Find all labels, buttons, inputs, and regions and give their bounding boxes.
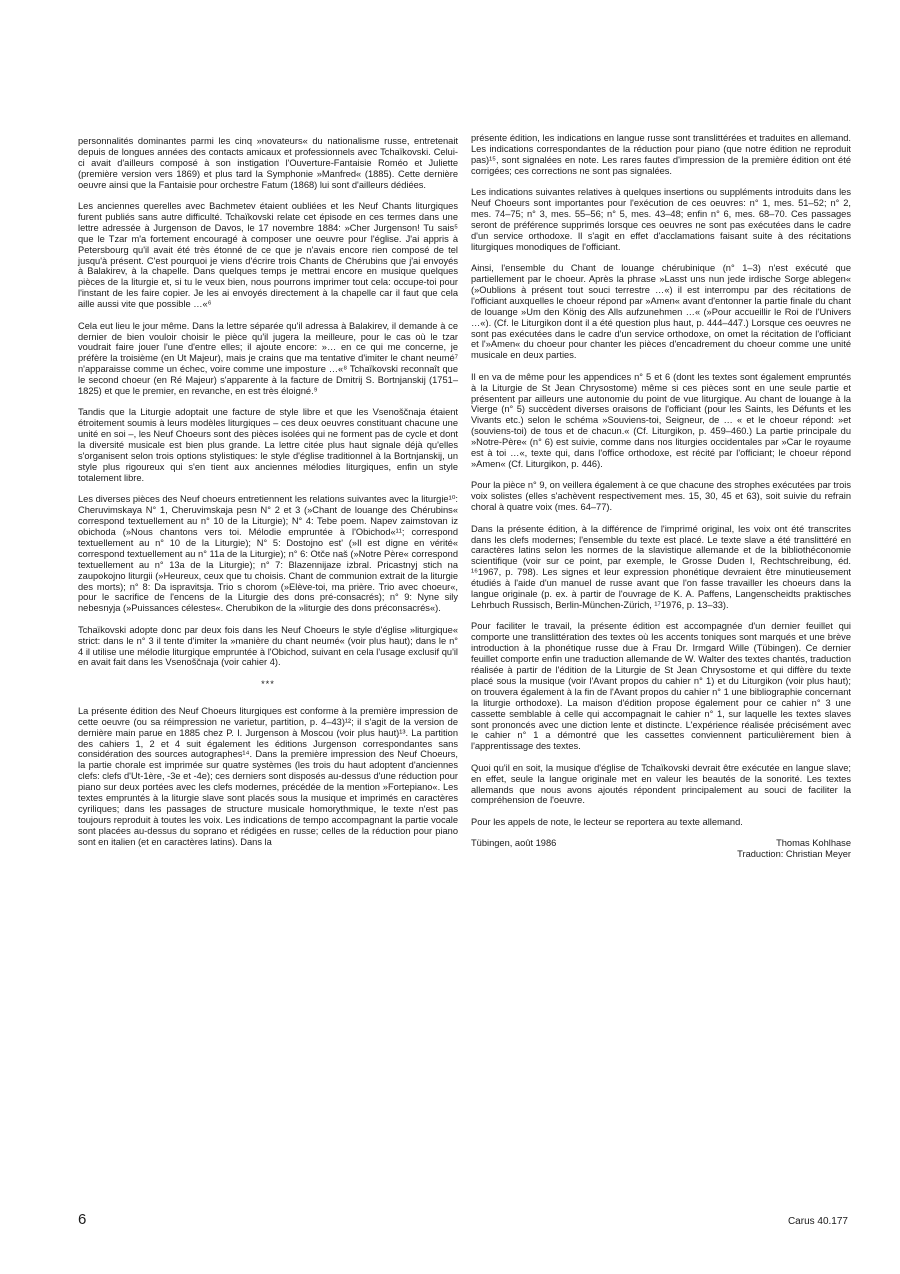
place-date: Tübingen, août 1986 xyxy=(471,838,557,849)
signature-block xyxy=(471,838,851,860)
catalog-reference: Carus 40.177 xyxy=(787,1216,848,1227)
paragraph: Quoi qu'il en soit, la musique d'église de Tchaïkovski devrait être exécutée en langue slave; en effet, seule la langue originale met en valeur les beautés de la sonorité. Les textes allemands que nous avons ajoutés répondent principalement au souci de faciliter la compréhension de l'oeuvre. xyxy=(471,762,851,806)
paragraph: Dans la présente édition, à la différence de l'imprimé original, les voix ont été transcrites dans les clefs modernes; l'ensemble du texte est placé. Le texte slave a été translittéré en caractères latins selon les normes de la slavistique allemande et de la bibliothéconomie scientifique (voir sur ce point, par exemple, le Grosse Duden I, Rechtschreibung, éd. ¹⁶1967, p. 798). Les signes et leur expression phonétique devraient être minutieusement étudiés à l'aide d'un manuel de russe avant que l'on fasse travailler les choeurs dans la langue originale (p. ex. à partir de l'ouvrage de K. A. Paffens, Langenscheidts praktisches Lehrbuch Russisch, Berlin-München-Zürich, ¹⁷1976, p. 13–33). xyxy=(471,523,851,610)
paragraph: Tandis que la Liturgie adoptait une facture de style libre et que les Vsenoščnaja étaient étroitement soumis à leurs modèles liturgiques – ces deux oeuvres constituant chacune une unité en soi –, les Neuf Choeurs sont des pièces isolées qui ne forment pas de cycle et dont la diversité musicale est bien plus grande. La lettre citée plus haut signale déjà qu'elles s'organisent selon trois options stylistiques: le style d'église traditionnel à la Bortnjanskij, un style plus rigoureux qui s'en tient aux anciennes mélodies liturgiques, enfin un style totalement libre. xyxy=(78,407,458,483)
section-separator: *** xyxy=(261,678,275,689)
paragraph: Cela eut lieu le jour même. Dans la lettre séparée qu'il adressa à Balakirev, il demande à ce dernier de bien vouloir choisir le pièce qu'il jugera la meilleure, pour le cas où le tzar voudrait faire jouer l'une d'entre elles; il ajoute encore: »… en ce qui me concerne, je préfère la troisième (en Ut Majeur), mais je crains que ma tentative d'imiter le chant neumé⁷ n'apparaisse comme un échec, voire comme une imposture …«⁸ Tchaïkovski reconnaît que le second choeur (en Ré Majeur) s'apparente à la facture de Dmitrij S. Bortnjanskij (1751–1825) et que le premier, en revanche, en est très éloigné.⁹ xyxy=(78,320,458,397)
paragraph: Les diverses pièces des Neuf choeurs entretiennent les relations suivantes avec la liturgie¹⁰: Cheruvimskaya N° 1, Cheruvimskaja pesn N° 2 et 3 (»Chant de louange des Chérubins« correspond textuellement au n° 10 de la Liturgie); N° 4: Tebe poem. Napev zaimstovan iz obichoda (»Nous chantons vers toi. Mélodie empruntée à l'Obichod«¹¹; correspond textuellement au n° 10 de la Liturgie); N° 5: Dostojno est' (»Il est digne en vérité« correspond textuellement au n° 11a de la Liturgie); n° 6: Otče naš (»Notre Père« correspond textuellement au n° 13a de la Liturgie); n° 7: Blazennijaze izbral. Pricastnyj stich na zaupokojno liturgii (»Heureux, ceux que tu choisis. Chant de communion extrait de la liturgie des morts); n° 8: Da ispravitsja. Trio s chorom (»Elève-toi, ma prière. Trio avec choeur«, pour le sacrifice de l'encens de la Liturgie des dons pré-consacrés); n° 9: Nyne sily nebesnyja (»Puissances célestes«. Cherubikon de la »liturgie des dons préconsacrés«). xyxy=(78,494,458,614)
paragraph: personnalités dominantes parmi les cinq »novateurs« du nationalisme russe, entretenait depuis de longues années des contacts amicaux et professionnels avec Tchaïkovski. Celui-ci avait d'ailleurs composé à son instigation l'Ouverture-Fantaisie Roméo et Juliette (première version vers 1869) et plus tard la Symphonie »Manfred« (1885). Cette dernière oeuvre ainsi que la Fantaisie pour orchestre Fatum (1868) lui sont d'ailleurs dédiées. xyxy=(78,136,458,190)
paragraph: Tchaïkovski adopte donc par deux fois dans les Neuf Choeurs le style d'église »liturgique« strict: dans le n° 3 il tente d'imiter la »manière du chant neumé« (voir plus haut); dans le n° 4 il utilise une mélodie liturgique empruntée à l'Obichod, suivant en cela l'usage exclusif qu'il en avait fait dans les Vsenoščnaja (voir cahier 4). xyxy=(78,624,458,668)
paragraph: présente édition, les indications en langue russe sont translittérées et traduites en allemand. Les indications correspondantes de la réduction pour piano (que notre édition ne reproduit pas)¹⁵, sont signalées en note. Les rares fautes d'impression de la première édition ont été corrigées; ces corrections ne sont pas signalées. xyxy=(471,133,851,176)
paragraph: Les anciennes querelles avec Bachmetev étaient oubliées et les Neuf Chants liturgiques furent publiés sans autre difficulté. Tchaïkovski relate cet épisode en ces termes dans une lettre adressée à Jurgenson de Davos, le 17 novembre 1884: »Cher Jurgenson! Tu sais⁵ que le Tzar m'a fortement encouragé à composer une oeuvre pour l'église. J'ai appris à Petersbourg qu'il avait été très étonné de ce que je n'avais encore rien composé de tel jusqu'à présent. C'est pourquoi je viens d'écrire trois Chants de Chérubins que j'ai envoyés à Balakirev, à la chapelle. Dans quelques temps je mettrai encore en musique quelques pièces de la liturgie et, si tu le veux bien, nous pourrons imprimer tout cela: occupe-toi pour l'instant de les faire copier. Je les ai envoyés directement à la chapelle car il faut que cela aille aussi vite que possible …«⁶ xyxy=(78,201,458,310)
translator-credit: Traduction: Christian Meyer xyxy=(737,849,851,860)
right-column xyxy=(471,133,851,860)
paragraph: Pour les appels de note, le lecteur se reportera au texte allemand. xyxy=(471,816,743,827)
paragraph: Pour faciliter le travail, la présente édition est accompagnée d'un dernier feuillet qui comporte une translittération des textes où les accents toniques sont marqués et une brève introduction à la phonétique russe due à Frau Dr. Irmgard Wille (Tübingen). Ce dernier feuillet comporte enfin une traduction allemande de W. Walter des textes chantés, traduction réalisée à partir de l'édition de la Liturgie de St Jean Chrysostome et qui diffère du texte placé sous la musique (voir l'Avant propos du cahier n° 1) et du Liturgikon (voir plus haut); on trouvera également à la fin de l'Avant propos du cahier n° 1 une bibliographie concernant la liturgie orthodoxe). La maison d'édition propose également pour ce cahier n° 3 une cassette semblable à celle qui accompagnait le cahier n° 1, sur laquelle les textes slaves sont prononcés avec une diction lente et distincte. L'expérience réalisée précisément avec le cahier n° 1 a démontré que les cassettes conviennent particulièrement bien à l'apprentissage des textes. xyxy=(471,621,851,752)
paragraph: Les indications suivantes relatives à quelques insertions ou suppléments introduits dans les Neuf Choeurs sont importantes pour l'exécution de ces oeuvres: n° 1, mes. 51–52; n° 2, mes. 74–75; n° 3, mes. 55–56; n° 5, mes. 43–48; enfin n° 6, mes. 68–70. Ces passages seront de préférence supprimés lorsque ces oeuvres ne sont pas exécutées dans le cadre d'un service orthodoxe. Il s'agit en effet d'acclamations faisant suite à des récitations liturgiques monodiques de l'officiant. xyxy=(471,187,851,252)
credits xyxy=(737,838,851,860)
page-number: 6 xyxy=(78,1211,87,1228)
paragraph: Ainsi, l'ensemble du Chant de louange chérubinique (n° 1–3) n'est exécuté que partiellement par le choeur. Après la phrase »Lasst uns nun jede irdische Sorge ablegen« (»Oublions à présent tout souci terrestre …«) il est interrompu par des récitations de l'officiant auxquelles le choeur répond par »Amen« avant d'entonner la partie finale du chant de louange »Um den König des Alls aufzunehmen …« (»Pour accueillir le Roi de l'Univers …«). (Cf. le Liturgikon dont il a été question plus haut, p. 444–447.) Lorsque ces oeuvres ne sont pas exécutées dans le cadre d'un service orthodoxe, on omet la récitation de l'officiant et l'»Amen« du choeur pour chanter les pièces d'encadrement du choeur comme une unité musicale en deux parties. xyxy=(471,263,851,361)
author-name: Thomas Kohlhase xyxy=(776,838,851,849)
paragraph: Pour la pièce n° 9, on veillera également à ce que chacune des strophes exécutées par trois voix solistes (elles s'achèvent respectivement mes. 15, 30, 45 et 63), soit suivie du refrain choral à quatre voix (mes. 64–77). xyxy=(471,480,851,513)
page-footer xyxy=(78,1211,848,1228)
paragraph: La présente édition des Neuf Choeurs liturgiques est conforme à la première impression de cette oeuvre (ou sa réimpression ne varietur, partition, p. 4–43)¹²; il s'agit de la version de dernière main parue en 1885 chez P. I. Jurgenson à Moscou (voir plus haut)¹³. La partition des cahiers 1, 2 et 4 suit également les éditions Jurgenson correspondantes sans considération des sources autographes¹⁴. Dans la première impression des Neuf Choeurs, la partie chorale est imprimée sur quatre systèmes (les trois du haut adoptent d'anciennes clefs: clefs d'Ut-1ère, -3e et -4e); ces derniers sont disposés au-dessus d'une réduction pour piano sur deux portées avec les clefs modernes, précédée de la mention »Fortepiano«. Les textes empruntés à la liturgie slave sont placés sous la musique et imprimés en caractères cyriliques; dans les passages de structure musicale homorythmique, le texte n'est pas toujours reproduit à toutes les voix. Les indications de tempo accompagnant la partie vocale sont placées au-dessus du soprano et rédigées en russe; celles de la réduction pour piano sont en italien (et en caractères latins). Dans la xyxy=(78,705,458,847)
left-column xyxy=(78,136,458,858)
paragraph: Il en va de même pour les appendices n° 5 et 6 (dont les textes sont également empruntés à la Liturgie de St Jean Chrysostome) même si ces pièces sont en une seule partie et présentent par ailleurs une autonomie du point de vue liturgique. Au chant de louange à la Vierge (n° 5) succèdent diverses oraisons de l'officiant (pour les Saints, les Défunts et les Vivants etc.) selon le schéma »Souviens-toi, Seigneur, de … « et le choeur répond: »et (souviens-toi) de tous et de chacun.« (Cf. Liturgikon, p. 459–460.) La partie principale du »Notre-Père« (n° 6) est suivie, comme dans nos liturgies occidentales par »Car le royaume est à toi …«, texte qui, dans l'office orthodoxe, est récité par l'officiant; le choeur répond »Amen« (Cf. Liturgikon, p. 446). xyxy=(471,371,851,469)
